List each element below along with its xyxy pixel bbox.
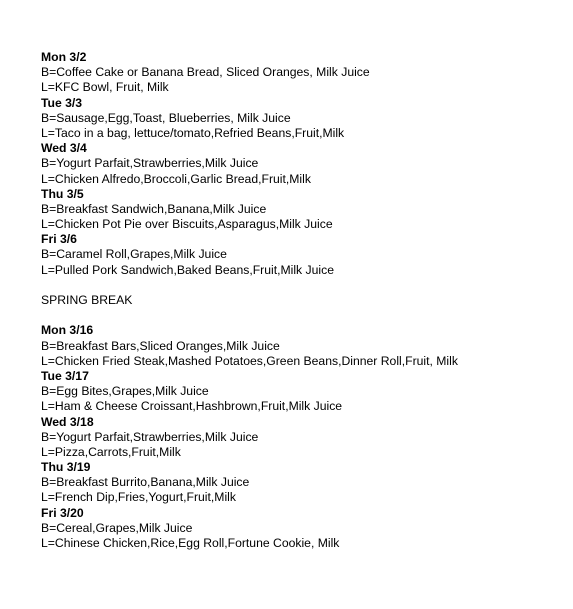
- day-heading: Fri 3/6: [41, 232, 77, 247]
- day-heading: Thu 3/5: [41, 186, 84, 201]
- lunch-line: L=Chicken Fried Steak,Mashed Potatoes,Green Beans,Dinner Roll,Fruit, Milk: [41, 353, 458, 368]
- day-heading: Thu 3/19: [41, 460, 91, 475]
- lunch-line: L=French Dip,Fries,Yogurt,Fruit,Milk: [41, 490, 236, 505]
- week-2-menu: [41, 323, 566, 551]
- breakfast-line: B=Caramel Roll,Grapes,Milk Juice: [41, 247, 227, 262]
- breakfast-line: B=Yogurt Parfait,Strawberries,Milk Juice: [41, 156, 259, 171]
- day-heading: Wed 3/18: [41, 414, 94, 429]
- day-heading: Tue 3/17: [41, 368, 89, 383]
- breakfast-line: B=Coffee Cake or Banana Bread, Sliced Oranges, Milk Juice: [41, 65, 370, 80]
- menu-document: [41, 50, 566, 551]
- breakfast-line: B=Sausage,Egg,Toast, Blueberries, Milk Juice: [41, 110, 291, 125]
- day-heading: Mon 3/16: [41, 323, 94, 338]
- breakfast-line: B=Breakfast Burrito,Banana,Milk Juice: [41, 475, 250, 490]
- spring-break-label: SPRING BREAK: [41, 293, 133, 307]
- breakfast-line: B=Egg Bites,Grapes,Milk Juice: [41, 384, 209, 399]
- lunch-line: L=KFC Bowl, Fruit, Milk: [41, 80, 169, 95]
- lunch-line: L=Chicken Pot Pie over Biscuits,Asparagus,Milk Juice: [41, 217, 333, 232]
- lunch-line: L=Chinese Chicken,Rice,Egg Roll,Fortune Cookie, Milk: [41, 536, 340, 550]
- day-entry: [41, 369, 566, 415]
- day-entry: [41, 232, 566, 278]
- lunch-line: L=Chicken Alfredo,Broccoli,Garlic Bread,Fruit,Milk: [41, 171, 311, 186]
- day-entry: [41, 506, 566, 552]
- day-entry: [41, 323, 566, 369]
- breakfast-line: B=Yogurt Parfait,Strawberries,Milk Juice: [41, 429, 259, 444]
- day-heading: Fri 3/20: [41, 505, 84, 520]
- day-entry: [41, 187, 566, 233]
- day-entry: [41, 415, 566, 461]
- day-entry: [41, 96, 566, 142]
- breakfast-line: B=Breakfast Bars,Sliced Oranges,Milk Juice: [41, 338, 280, 353]
- breakfast-line: B=Cereal,Grapes,Milk Juice: [41, 520, 193, 535]
- lunch-line: L=Taco in a bag, lettuce/tomato,Refried Beans,Fruit,Milk: [41, 125, 345, 140]
- breakfast-line: B=Breakfast Sandwich,Banana,Milk Juice: [41, 201, 267, 216]
- lunch-line: L=Pulled Pork Sandwich,Baked Beans,Fruit,Milk Juice: [41, 262, 334, 277]
- day-heading: Tue 3/3: [41, 95, 83, 110]
- day-entry: [41, 141, 566, 187]
- day-heading: Mon 3/2: [41, 50, 87, 64]
- lunch-line: L=Ham & Cheese Croissant,Hashbrown,Fruit,Milk Juice: [41, 399, 343, 414]
- day-entry: [41, 460, 566, 506]
- day-entry: [41, 50, 566, 96]
- week-1-menu: [41, 50, 566, 278]
- blank-line: [41, 278, 566, 293]
- lunch-line: L=Pizza,Carrots,Fruit,Milk: [41, 444, 181, 459]
- blank-line: [41, 308, 566, 323]
- day-heading: Wed 3/4: [41, 141, 87, 156]
